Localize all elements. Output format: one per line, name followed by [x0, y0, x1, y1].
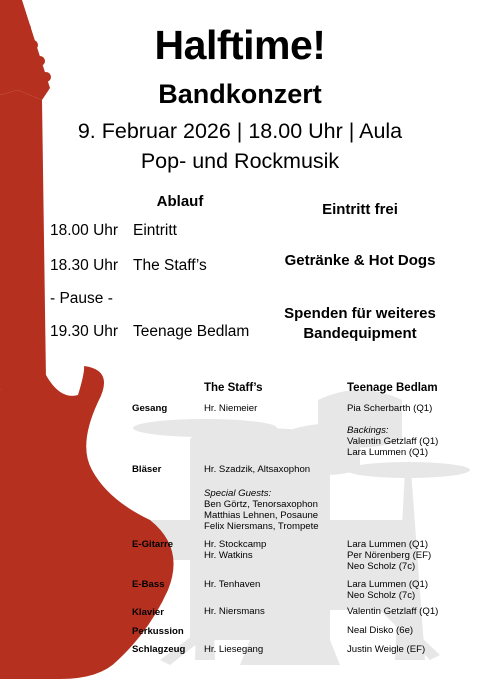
blaeser-staff: Hr. Szadzik, Altsaxophon [204, 464, 311, 475]
klavier-staff: Hr. Niersmans [204, 606, 265, 617]
ebass-bedlam-1: Lara Lummen (Q1) [347, 579, 429, 590]
schedule-event-3: Teenage Bedlam [133, 323, 250, 340]
entry-note: Eintritt frei [322, 201, 398, 218]
row-label-blaeser: Bläser [132, 464, 162, 475]
schedule-time-2: 18.30 Uhr [50, 257, 119, 274]
gesang-staff: Hr. Niemeier [204, 403, 258, 414]
schedule-pause: - Pause - [50, 290, 113, 307]
blaeser-guest-2: Matthias Lehnen, Posaune [204, 510, 319, 521]
egitarre-bedlam-3: Neo Scholz (7c) [347, 561, 416, 572]
egitarre-staff-1: Hr. Stockcamp [204, 539, 267, 550]
schedule-time-1: 18.00 Uhr [50, 222, 119, 239]
event-genre: Pop- und Rockmusik [140, 149, 340, 173]
row-label-ebass: E-Bass [132, 579, 165, 590]
ebass-staff: Hr. Tenhaven [204, 579, 261, 590]
blaeser-guests-label: Special Guests: [204, 488, 272, 499]
gesang-backing-1: Valentin Getzlaff (Q1) [347, 436, 439, 447]
egitarre-bedlam-2: Per Nörenberg (EF) [347, 550, 432, 561]
klavier-bedlam: Valentin Getzlaff (Q1) [347, 606, 439, 617]
schedule-heading: Ablauf [156, 193, 204, 210]
food-note: Getränke & Hot Dogs [284, 252, 436, 269]
event-subtitle: Bandkonzert [158, 79, 322, 109]
gesang-backing-2: Lara Lummen (Q1) [347, 447, 429, 458]
gesang-backings-label: Backings: [347, 425, 389, 436]
blaeser-guest-3: Felix Niersmans, Trompete [204, 521, 319, 532]
row-label-klavier: Klavier [132, 607, 164, 618]
schedule-time-3: 19.30 Uhr [50, 323, 119, 340]
row-label-schlagzeug: Schlagzeug [132, 644, 186, 655]
lineup-header-bedlam: Teenage Bedlam [347, 382, 438, 394]
row-label-gesang: Gesang [132, 403, 168, 414]
egitarre-bedlam-1: Lara Lummen (Q1) [347, 539, 429, 550]
lineup-header-staff: The Staff’s [204, 382, 263, 394]
schlagzeug-bedlam: Justin Weigle (EF) [347, 644, 426, 655]
event-title: Halftime! [154, 22, 326, 68]
gesang-bedlam: Pia Scherbarth (Q1) [347, 403, 433, 414]
row-label-perkussion: Perkussion [132, 626, 184, 637]
donations-note-line1: Spenden für weiteres [284, 305, 436, 322]
schedule-event-1: Eintritt [133, 222, 177, 239]
donations-note-line2: Bandequipment [303, 325, 417, 342]
ebass-bedlam-2: Neo Scholz (7c) [347, 590, 416, 601]
row-label-egitarre: E-Gitarre [132, 539, 174, 550]
egitarre-staff-2: Hr. Watkins [204, 550, 253, 561]
event-dateline: 9. Februar 2026 | 18.00 Uhr | Aula [77, 119, 403, 143]
schlagzeug-staff: Hr. Liesegang [204, 644, 264, 655]
schedule-event-2: The Staff’s [133, 257, 207, 274]
perkussion-bedlam: Neal Disko (6e) [347, 625, 414, 636]
blaeser-guest-1: Ben Görtz, Tenorsaxophon [204, 499, 318, 510]
